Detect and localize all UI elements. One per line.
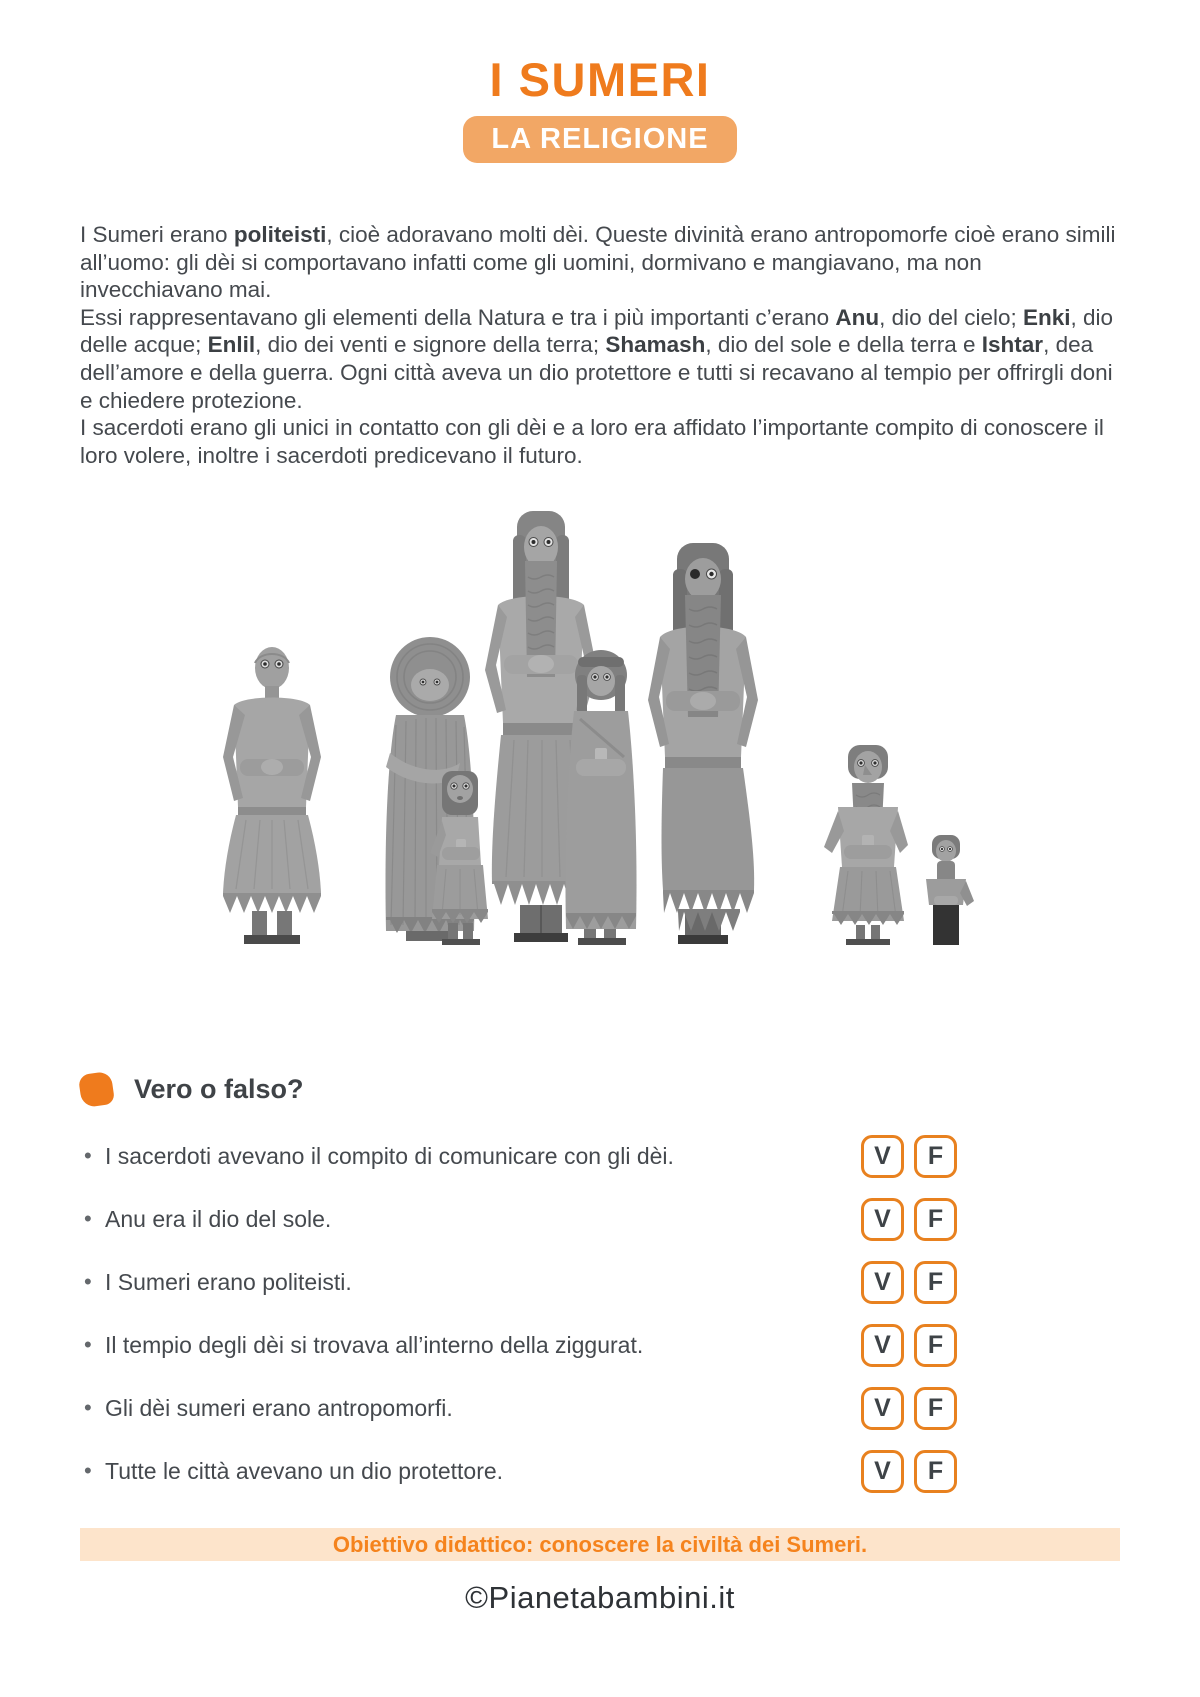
question-text: Tutte le città avevano un dio protettore. xyxy=(105,1457,504,1484)
false-button[interactable]: F xyxy=(914,1198,957,1241)
false-button[interactable]: F xyxy=(914,1261,957,1304)
quiz-row xyxy=(80,1387,1120,1429)
vf-button-group xyxy=(861,1450,957,1493)
true-button[interactable]: V xyxy=(861,1135,904,1178)
intro-paragraph: Essi rappresentavano gli elementi della Natura e tra i più importanti c’erano Anu, dio del cielo; Enki, dio delle acque; Enlil, dio dei venti e signore della terra; Shamash, dio del sole e della terra e Ishtar, dea dell’amore e della guerra. Ogni città aveva un dio protettore e tutti si recavano al tempio per offrirgli doni e chiedere protezione. xyxy=(80,304,1114,413)
footer-banner xyxy=(80,1528,1120,1561)
statue-bearded-worshipper xyxy=(648,543,758,944)
bullet-icon: • xyxy=(84,1206,92,1231)
true-button[interactable]: V xyxy=(861,1198,904,1241)
quiz-row xyxy=(80,1450,1120,1492)
true-button[interactable]: V xyxy=(861,1324,904,1367)
false-button[interactable]: F xyxy=(914,1324,957,1367)
question-text: I Sumeri erano politeisti. xyxy=(105,1268,352,1295)
quiz-heading-label: Vero o falso? xyxy=(134,1074,304,1104)
quiz-row xyxy=(80,1135,1120,1177)
question-text: Il tempio degli dèi si trovava all’interno della ziggurat. xyxy=(105,1331,644,1358)
statue-small-bearded xyxy=(824,745,908,945)
vf-button-group xyxy=(861,1198,957,1241)
false-button[interactable]: F xyxy=(914,1387,957,1430)
intro-paragraph: I sacerdoti erano gli unici in contatto con gli dèi e a loro era affidato l’importante compito di conoscere il loro volere, inoltre i sacerdoti predicevano il futuro. xyxy=(80,415,1104,468)
vf-button-group xyxy=(861,1135,957,1178)
intro-paragraph: I Sumeri erano politeisti, cioè adoravano molti dèi. Queste divinità erano antropomorfe cioè erano simili all’uomo: gli dèi si comportavano infatti come gli uomini, dormivano e mangiavano, ma non invecchiavano mai. xyxy=(80,222,1116,303)
bullet-icon: • xyxy=(84,1269,92,1294)
false-button[interactable]: F xyxy=(914,1135,957,1178)
quiz-heading xyxy=(80,1073,1120,1106)
quiz-row xyxy=(80,1198,1120,1240)
intro-text xyxy=(80,221,1120,471)
page-title: I SUMERI xyxy=(489,53,711,106)
subtitle-badge: LA RELIGIONE xyxy=(463,116,736,163)
orange-blob-icon xyxy=(78,1071,115,1108)
bullet-icon: • xyxy=(84,1458,92,1483)
true-button[interactable]: V xyxy=(861,1450,904,1493)
quiz-list xyxy=(80,1135,1120,1492)
copyright-text: ©Pianetabambini.it xyxy=(465,1580,735,1615)
false-button[interactable]: F xyxy=(914,1450,957,1493)
statue-bald-worshipper xyxy=(223,647,321,944)
bullet-icon: • xyxy=(84,1332,92,1357)
vf-button-group xyxy=(861,1261,957,1304)
didactic-objective: Obiettivo didattico: conoscere la civiltà dei Sumeri. xyxy=(332,1531,868,1557)
vf-button-group xyxy=(861,1324,957,1367)
quiz-row xyxy=(80,1324,1120,1366)
bullet-icon: • xyxy=(84,1395,92,1420)
statue-bust-pedestal xyxy=(926,835,974,945)
bullet-icon: • xyxy=(84,1143,92,1168)
sumerian-statues-image xyxy=(180,505,980,945)
true-button[interactable]: V xyxy=(861,1387,904,1430)
vf-button-group xyxy=(861,1387,957,1430)
subtitle-badge-wrap xyxy=(80,116,1120,163)
question-text: Anu era il dio del sole. xyxy=(105,1205,332,1232)
question-text: I sacerdoti avevano il compito di comunicare con gli dèi. xyxy=(105,1142,674,1169)
quiz-row xyxy=(80,1261,1120,1303)
question-text: Gli dèi sumeri erano antropomorfi. xyxy=(105,1394,453,1421)
true-button[interactable]: V xyxy=(861,1261,904,1304)
